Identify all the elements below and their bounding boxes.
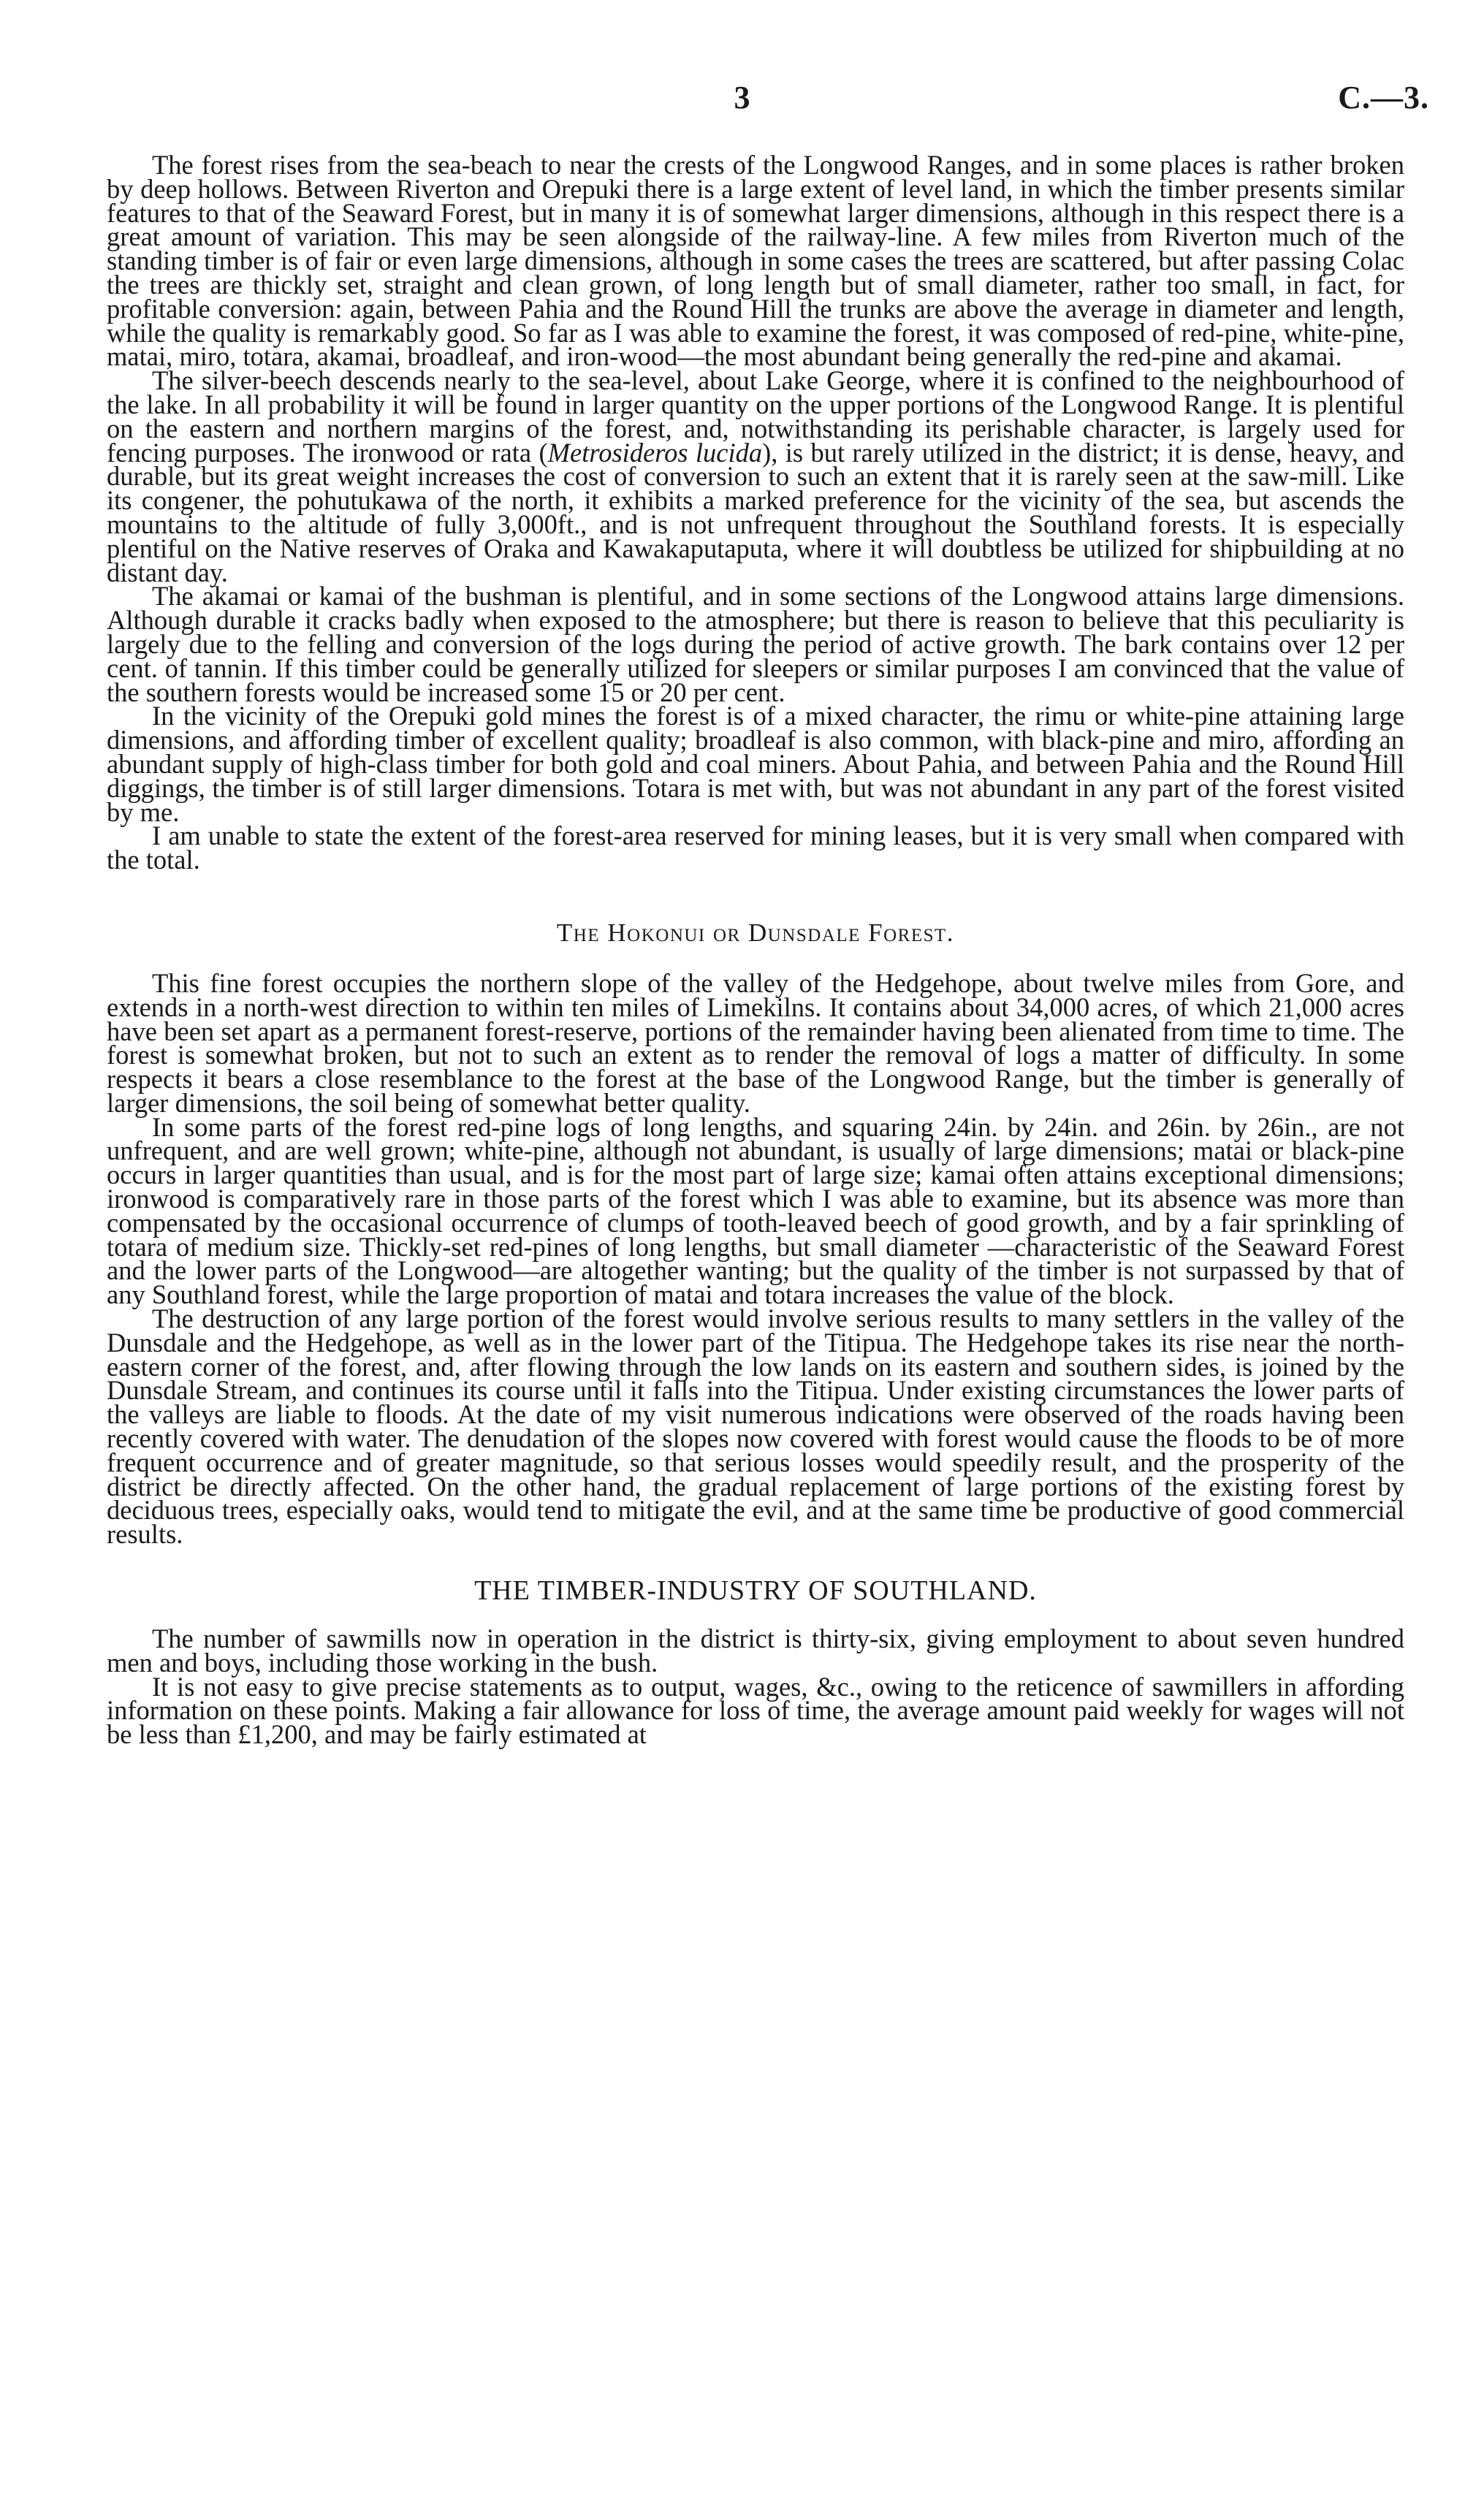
- document-reference: C.—3.: [1338, 80, 1429, 115]
- section-timber-industry: [107, 1575, 1404, 1750]
- page-number: 3: [734, 80, 750, 115]
- paragraph: The number of sawmills now in operation in the district is thirty-six, giving employment to about seven hundred men and boys, including those working in the bush.: [107, 1623, 1404, 1678]
- botanical-name: Metrosideros lucida: [547, 437, 763, 468]
- paragraph: I am unable to state the extent of the forest-area reserved for mining leases, but it is very small when compared with the total.: [107, 821, 1404, 875]
- section-heading: THE TIMBER-INDUSTRY OF SOUTHLAND.: [474, 1575, 1037, 1607]
- paragraph: [107, 365, 1405, 587]
- paragraph-text: The silver-beech descends nearly to the sea-level, about Lake George, where it is confined to the neighbourhood of the lake. In all probability it will be found in larger quantity on the upper portions of the Longwood Range. It is plentiful on the eastern and northern margins of the forest, and, notwithstanding its perishable character, is largely used for fencing purposes. The ironwood or rata (: [107, 365, 1404, 468]
- paragraph: The destruction of any large portion of the forest would involve serious results to many settlers in the valley of the Dunsdale and the Hedgehope, as well as in the lower part of the Titipua. The Hedgehope takes its rise near the north-eastern corner of the forest, and, after flowing through the low lands on its eastern and southern sides, is joined by the Dunsdale Stream, and continues its course until it falls into the Titipua. Under existing circumstances the lower parts of the valleys are liable to floods. At the date of my visit numerous indications were observed of the roads having been recently covered with water. The denudation of the slopes now covered with forest would cause the floods to be of more frequent occurrence and of greater magnitude, so that serious losses would speedily result, and the prosperity of the district be directly affected. On the other hand, the gradual replacement of large portions of the existing forest by deciduous trees, especially oaks, would tend to mitigate the evil, and at the same time be productive of good commercial results.: [107, 1303, 1404, 1550]
- paragraph-text: ), is but rarely utilized in the district; it is dense, heavy, and durable, but its great weight increases the cost of conversion to such an extent that it is rarely seen at the saw-mill. Like its congener, the pohutukawa of the north, it exhibits a marked preference for the vicinity of the sea, but ascends the mountains to the altitude of fully 3,000ft., and is not unfrequent throughout the Southland forests. It is especially plentiful on the Native reserves of Oraka and Kawakaputaputa, where it will doubtless be utilized for shipbuilding at no distant day.: [107, 437, 1405, 587]
- page-body: [107, 150, 1405, 1750]
- section-hokonui-forest: [107, 918, 1404, 1550]
- section-heading: The Hokonui or Dunsdale Forest.: [556, 918, 955, 947]
- paragraph: In the vicinity of the Orepuki gold mines the forest is of a mixed character, the rimu or white-pine attaining large dimensions, and affording timber of excellent quality; broadleaf is also common, with black-pine and miro, affording an abundant supply of high-class timber for both gold and coal miners. About Pahia, and between Pahia and the Round Hill diggings, the timber is of still larger dimensions. Totara is met with, but was not abundant in any part of the forest visited by me.: [107, 701, 1404, 827]
- paragraph: This fine forest occupies the northern slope of the valley of the Hedgehope, about twelve miles from Gore, and extends in a north-west direction to within ten miles of Limekilns. It contains about 34,000 acres, of which 21,000 acres have been set apart as a permanent forest-reserve, portions of the remainder having been alienated from time to time. The forest is somewhat broken, but not to such an extent as to render the removal of logs a matter of difficulty. In some respects it bears a close resemblance to the forest at the base of the Longwood Range, but the timber is generally of larger dimensions, the soil being of somewhat better quality.: [107, 967, 1404, 1118]
- paragraph: In some parts of the forest red-pine logs of long lengths, and squaring 24in. by 24in. and 26in. by 26in., are not unfrequent, and are well grown; white-pine, although not abundant, is usually of large dimensions; matai or black-pine occurs in larger quantities than usual, and is for the most part of large size; kamai often attains exceptional dimensions; ironwood is comparatively rare in those parts of the forest which I was able to examine, but its absence was more than compensated by the occasional occurrence of clumps of tooth-leaved beech of good growth, and by a fair sprinkling of totara of medium size. Thickly-set red-pines of long lengths, but small diameter —characteristic of the Seaward Forest and the lower parts of the Longwood—are altogether wanting; but the quality of the timber is not surpassed by that of any Southland forest, while the large proportion of matai and totara increases the value of the block.: [107, 1111, 1404, 1310]
- paragraph: It is not easy to give precise statements as to output, wages, &c., owing to the reticence of sawmillers in affording information on these points. Making a fair allowance for loss of time, the average amount paid weekly for wages will not be less than £1,200, and may be fairly estimated at: [107, 1671, 1404, 1750]
- paragraph: The akamai or kamai of the bushman is plentiful, and in some sections of the Longwood attains large dimensions. Although durable it cracks badly when exposed to the atmosphere; but there is reason to believe that this peculiarity is largely due to the felling and conversion of the logs during the period of active growth. The bark contains over 12 per cent. of tannin. If this timber could be generally utilized for sleepers or similar purposes I am convinced that the value of the southern forests would be increased some 15 or 20 per cent.: [107, 581, 1404, 707]
- section-longwood-forest: [107, 150, 1405, 875]
- paragraph: The forest rises from the sea-beach to near the crests of the Longwood Ranges, and in some places is rather broken by deep hollows. Between Riverton and Orepuki there is a large extent of level land, in which the timber presents similar features to that of the Seaward Forest, but in many it is of somewhat larger dimensions, although in this respect there is a great amount of variation. This may be seen alongside of the railway-line. A few miles from Riverton much of the standing timber is of fair or even large dimensions, although in some cases the trees are scattered, but after passing Colac the trees are thickly set, straight and clean grown, of long length but of small diameter, rather too small, in fact, for profitable conversion: again, between Pahia and the Round Hill the trunks are above the average in diameter and length, while the quality is remarkably good. So far as I was able to examine the forest, it was composed of red-pine, white-pine, matai, miro, totara, akamai, broadleaf, and iron-wood—the most abundant being generally the red-pine and akamai.: [107, 150, 1404, 372]
